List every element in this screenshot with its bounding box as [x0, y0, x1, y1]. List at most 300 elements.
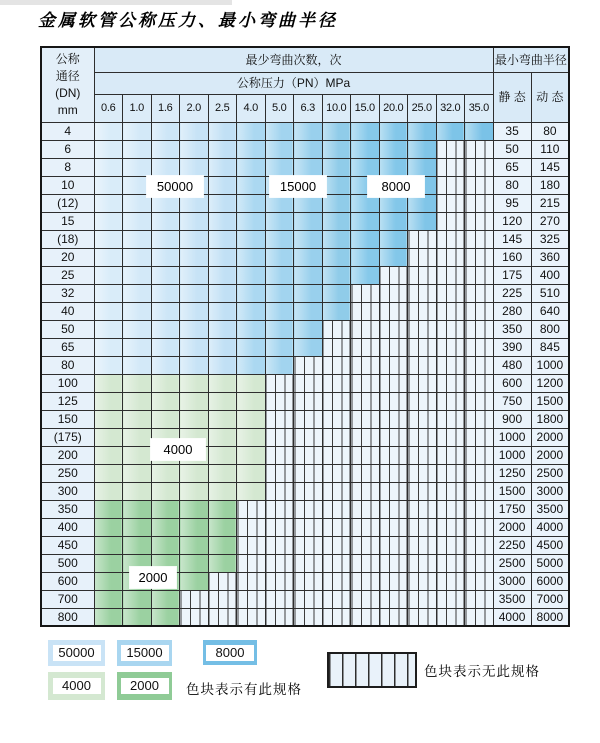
no-spec-cell [436, 392, 465, 410]
no-spec-cell [436, 410, 465, 428]
spec-cell [94, 608, 123, 626]
dn-cell: (12) [41, 194, 94, 212]
spec-cell [351, 212, 380, 230]
spec-cell [322, 122, 351, 140]
spec-cell [151, 608, 180, 626]
no-spec-cell [294, 572, 323, 590]
spec-cell [351, 266, 380, 284]
spec-cell [180, 140, 209, 158]
spec-cell [322, 176, 351, 194]
no-spec-cell [322, 608, 351, 626]
dynamic-radius-cell: 2500 [531, 464, 569, 482]
spec-table [40, 46, 570, 627]
spec-cell [94, 464, 123, 482]
no-spec-cell [465, 320, 494, 338]
spec-cell [208, 428, 237, 446]
spec-cell [151, 590, 180, 608]
spec-cell [265, 266, 294, 284]
no-spec-cell [436, 338, 465, 356]
table-row [41, 482, 569, 500]
dn-cell: 100 [41, 374, 94, 392]
spec-cell [180, 158, 209, 176]
spec-cell [94, 122, 123, 140]
legend-swatch-label: 50000 [53, 645, 101, 661]
spec-cell [237, 464, 266, 482]
no-spec-cell [436, 320, 465, 338]
spec-cell [294, 266, 323, 284]
table-row [41, 320, 569, 338]
spec-cell [123, 446, 152, 464]
spec-cell [180, 572, 209, 590]
spec-cell [180, 518, 209, 536]
spec-cell [237, 122, 266, 140]
static-radius-cell: 1000 [493, 428, 531, 446]
spec-cell [322, 302, 351, 320]
static-radius-cell: 2500 [493, 554, 531, 572]
static-radius-cell: 280 [493, 302, 531, 320]
no-spec-cell [436, 176, 465, 194]
spec-cell [294, 320, 323, 338]
spec-cell [180, 392, 209, 410]
no-spec-cell [465, 284, 494, 302]
static-radius-cell: 4000 [493, 608, 531, 626]
spec-cell [265, 158, 294, 176]
no-spec-cell [322, 428, 351, 446]
pressure-col-header: 2.0 [180, 94, 209, 122]
no-spec-cell [351, 536, 380, 554]
has-spec-note: 色块表示有此规格 [186, 682, 302, 697]
spec-cell [265, 284, 294, 302]
spec-cell [94, 410, 123, 428]
spec-cell [208, 356, 237, 374]
no-spec-cell [322, 500, 351, 518]
spec-cell [379, 158, 408, 176]
table-row [41, 446, 569, 464]
no-spec-cell [379, 320, 408, 338]
no-spec-cell [351, 374, 380, 392]
dynamic-radius-cell: 845 [531, 338, 569, 356]
spec-cell [294, 140, 323, 158]
spec-cell [408, 158, 437, 176]
dynamic-radius-cell: 215 [531, 194, 569, 212]
no-spec-cell [436, 518, 465, 536]
no-spec-cell [408, 374, 437, 392]
spec-cell [180, 482, 209, 500]
table-row [41, 284, 569, 302]
static-radius-cell: 480 [493, 356, 531, 374]
spec-cell [265, 140, 294, 158]
spec-cell [94, 518, 123, 536]
spec-cell [94, 428, 123, 446]
dn-cell: 200 [41, 446, 94, 464]
spec-cell [322, 248, 351, 266]
no-spec-cell [294, 374, 323, 392]
spec-cell [180, 464, 209, 482]
spec-cell [265, 320, 294, 338]
no-spec-cell [351, 392, 380, 410]
spec-cell [294, 248, 323, 266]
dn-cell: 8 [41, 158, 94, 176]
dynamic-radius-cell: 800 [531, 320, 569, 338]
no-spec-cell [465, 410, 494, 428]
no-spec-cell [436, 572, 465, 590]
no-spec-cell [408, 554, 437, 572]
spec-cell [379, 122, 408, 140]
no-spec-cell [294, 428, 323, 446]
no-spec-cell [208, 590, 237, 608]
no-spec-cell [322, 536, 351, 554]
table-row [41, 212, 569, 230]
no-spec-cell [408, 608, 437, 626]
spec-cell [237, 140, 266, 158]
no-spec-cell [322, 518, 351, 536]
no-spec-cell [408, 392, 437, 410]
dynamic-radius-cell: 640 [531, 302, 569, 320]
table-row [41, 356, 569, 374]
dn-cell: (18) [41, 230, 94, 248]
spec-cell [151, 284, 180, 302]
spec-cell [208, 230, 237, 248]
no-spec-cell [351, 482, 380, 500]
no-spec-cell [465, 428, 494, 446]
no-spec-cell [379, 518, 408, 536]
table-row [41, 374, 569, 392]
spec-cell [123, 122, 152, 140]
static-radius-cell: 2000 [493, 518, 531, 536]
no-spec-cell [294, 356, 323, 374]
no-spec-cell [436, 158, 465, 176]
no-spec-cell [408, 248, 437, 266]
table-row [41, 140, 569, 158]
dn-cell: 800 [41, 608, 94, 626]
pressure-col-header: 1.0 [123, 94, 152, 122]
spec-cell [180, 338, 209, 356]
spec-cell [123, 230, 152, 248]
static-radius-cell: 1250 [493, 464, 531, 482]
no-spec-cell [436, 248, 465, 266]
no-spec-cell [436, 428, 465, 446]
spec-cell [322, 284, 351, 302]
spec-cell [351, 230, 380, 248]
legend-swatch-label: 15000 [121, 645, 169, 661]
spec-cell [151, 392, 180, 410]
spec-cell [123, 140, 152, 158]
no-spec-cell [436, 608, 465, 626]
no-spec-cell [351, 464, 380, 482]
legend-swatch-label: 4000 [53, 678, 101, 694]
spec-cell [208, 446, 237, 464]
no-spec-cell [436, 554, 465, 572]
header-row-1 [41, 47, 569, 72]
no-spec-cell [408, 536, 437, 554]
spec-cell [123, 320, 152, 338]
no-spec-cell [294, 482, 323, 500]
cycle-count-label: 50000 [147, 176, 203, 197]
no-spec-cell [408, 320, 437, 338]
no-spec-cell [436, 536, 465, 554]
spec-cell [180, 230, 209, 248]
dn-cell: 40 [41, 302, 94, 320]
pressure-header: 公称压力（PN）MPa [94, 72, 493, 94]
spec-cell [180, 536, 209, 554]
no-spec-cell [322, 392, 351, 410]
spec-cell [237, 428, 266, 446]
pressure-col-header: 32.0 [436, 94, 465, 122]
spec-cell [180, 500, 209, 518]
pressure-col-header: 6.3 [294, 94, 323, 122]
no-spec-cell [351, 554, 380, 572]
spec-cell [351, 248, 380, 266]
spec-cell [379, 230, 408, 248]
no-spec-cell [237, 572, 266, 590]
spec-cell [322, 266, 351, 284]
no-spec-cell [322, 410, 351, 428]
spec-cell [94, 500, 123, 518]
no-spec-cell [379, 356, 408, 374]
static-radius-cell: 390 [493, 338, 531, 356]
dn-cell: 32 [41, 284, 94, 302]
static-radius-cell: 95 [493, 194, 531, 212]
spec-cell [94, 374, 123, 392]
no-spec-cell [465, 392, 494, 410]
spec-cell [123, 590, 152, 608]
no-spec-cell [351, 428, 380, 446]
no-spec-cell [408, 464, 437, 482]
static-radius-cell: 3000 [493, 572, 531, 590]
spec-cell [237, 302, 266, 320]
no-spec-cell [436, 356, 465, 374]
spec-cell [265, 230, 294, 248]
dn-cell: 80 [41, 356, 94, 374]
spec-cell [123, 248, 152, 266]
spec-cell [237, 374, 266, 392]
spec-cell [351, 140, 380, 158]
no-spec-cell [436, 302, 465, 320]
static-radius-cell: 3500 [493, 590, 531, 608]
no-spec-cell [351, 590, 380, 608]
no-spec-cell [379, 410, 408, 428]
spec-cell [94, 266, 123, 284]
no-spec-cell [351, 518, 380, 536]
dn-header-cell [41, 47, 94, 122]
no-spec-cell [465, 176, 494, 194]
spec-cell [123, 428, 152, 446]
spec-cell [180, 374, 209, 392]
spec-cell [94, 194, 123, 212]
spec-cell [208, 338, 237, 356]
no-spec-cell [465, 230, 494, 248]
no-spec-cell [436, 374, 465, 392]
spec-cell [123, 212, 152, 230]
no-spec-cell [237, 500, 266, 518]
dynamic-header: 动 态 [531, 72, 569, 122]
no-spec-cell [465, 608, 494, 626]
no-spec-cell [265, 410, 294, 428]
spec-cell [94, 158, 123, 176]
spec-cell [208, 212, 237, 230]
spec-cell [123, 356, 152, 374]
dn-cell: 300 [41, 482, 94, 500]
no-spec-cell [408, 266, 437, 284]
table-row [41, 590, 569, 608]
static-radius-cell: 600 [493, 374, 531, 392]
spec-cell [294, 122, 323, 140]
no-spec-cell [408, 446, 437, 464]
spec-cell [123, 374, 152, 392]
spec-cell [123, 338, 152, 356]
no-spec-cell [265, 482, 294, 500]
spec-cell [151, 338, 180, 356]
spec-cell [94, 140, 123, 158]
dynamic-radius-cell: 80 [531, 122, 569, 140]
spec-cell [151, 248, 180, 266]
no-spec-cell [322, 374, 351, 392]
spec-cell [294, 230, 323, 248]
spec-cell [237, 392, 266, 410]
legend-swatch [117, 640, 172, 666]
spec-cell [237, 320, 266, 338]
table-row [41, 392, 569, 410]
no-spec-cell [436, 212, 465, 230]
no-spec-cell [465, 536, 494, 554]
pressure-col-header: 25.0 [408, 94, 437, 122]
spec-cell [208, 500, 237, 518]
spec-cell [180, 410, 209, 428]
dn-header-line: 通径 [55, 68, 80, 83]
no-spec-cell [322, 338, 351, 356]
spec-cell [408, 212, 437, 230]
no-spec-cell [265, 590, 294, 608]
spec-cell [322, 194, 351, 212]
legend-swatch-label: 2000 [121, 678, 169, 694]
spec-cell [151, 356, 180, 374]
dn-cell: 65 [41, 338, 94, 356]
spec-cell [208, 248, 237, 266]
table-row [41, 302, 569, 320]
no-spec-cell [265, 518, 294, 536]
no-spec-cell [351, 410, 380, 428]
dn-cell: 350 [41, 500, 94, 518]
no-spec-cell [294, 608, 323, 626]
spec-cell [180, 284, 209, 302]
dynamic-radius-cell: 510 [531, 284, 569, 302]
spec-cell [265, 338, 294, 356]
legend-swatch [117, 672, 172, 700]
no-spec-cell [265, 608, 294, 626]
spec-cell [379, 140, 408, 158]
dynamic-radius-cell: 360 [531, 248, 569, 266]
spec-cell [265, 248, 294, 266]
no-spec-cell [265, 392, 294, 410]
static-radius-cell: 1000 [493, 446, 531, 464]
spec-cell [151, 374, 180, 392]
no-spec-cell [322, 464, 351, 482]
no-spec-cell [237, 518, 266, 536]
spec-cell [351, 122, 380, 140]
no-spec-cell [294, 464, 323, 482]
spec-cell [123, 608, 152, 626]
no-spec-cell [436, 266, 465, 284]
spec-cell [379, 248, 408, 266]
cycle-count-label: 15000 [270, 176, 326, 197]
spec-cell [94, 248, 123, 266]
spec-cell [180, 302, 209, 320]
spec-cell [237, 230, 266, 248]
no-spec-cell [465, 302, 494, 320]
no-spec-cell [294, 392, 323, 410]
spec-cell [237, 482, 266, 500]
spec-cell [123, 518, 152, 536]
static-radius-cell: 145 [493, 230, 531, 248]
no-spec-cell [265, 536, 294, 554]
table-row [41, 572, 569, 590]
no-spec-cell [351, 608, 380, 626]
dn-cell: 20 [41, 248, 94, 266]
dynamic-radius-cell: 4500 [531, 536, 569, 554]
no-spec-cell [265, 446, 294, 464]
table-row [41, 230, 569, 248]
no-spec-cell [351, 320, 380, 338]
no-spec-cell [408, 410, 437, 428]
table-row [41, 248, 569, 266]
table-row [41, 338, 569, 356]
spec-cell [408, 140, 437, 158]
spec-cell [208, 518, 237, 536]
spec-table-grid [40, 46, 570, 627]
no-spec-cell [237, 554, 266, 572]
static-header: 静 态 [493, 72, 531, 122]
table-row [41, 536, 569, 554]
spec-cell [94, 320, 123, 338]
no-spec-cell [322, 320, 351, 338]
dn-cell: 125 [41, 392, 94, 410]
spec-cell [123, 266, 152, 284]
no-spec-cell [436, 464, 465, 482]
spec-cell [94, 356, 123, 374]
spec-cell [208, 194, 237, 212]
dynamic-radius-cell: 1500 [531, 392, 569, 410]
no-spec-cell [322, 356, 351, 374]
dn-cell: 250 [41, 464, 94, 482]
spec-cell [180, 356, 209, 374]
no-spec-cell [436, 482, 465, 500]
static-radius-cell: 160 [493, 248, 531, 266]
static-radius-cell: 225 [493, 284, 531, 302]
no-spec-cell [408, 230, 437, 248]
no-spec-cell [379, 374, 408, 392]
no-spec-cell [408, 356, 437, 374]
page-title: 金属软管公称压力、最小弯曲半径 [38, 11, 338, 31]
legend-swatch-label: 8000 [206, 645, 254, 661]
spec-cell [265, 302, 294, 320]
no-spec-cell [408, 482, 437, 500]
no-spec-cell [351, 356, 380, 374]
dynamic-radius-cell: 2000 [531, 446, 569, 464]
no-spec-cell [436, 590, 465, 608]
no-spec-cell [351, 572, 380, 590]
no-spec-cell [237, 536, 266, 554]
spec-cell [151, 482, 180, 500]
spec-cell [294, 212, 323, 230]
spec-cell [123, 482, 152, 500]
pressure-col-header: 35.0 [465, 94, 494, 122]
dn-cell: 700 [41, 590, 94, 608]
static-radius-cell: 50 [493, 140, 531, 158]
no-spec-cell [436, 230, 465, 248]
no-spec-cell [180, 608, 209, 626]
pressure-col-header: 5.0 [265, 94, 294, 122]
no-spec-cell [294, 536, 323, 554]
